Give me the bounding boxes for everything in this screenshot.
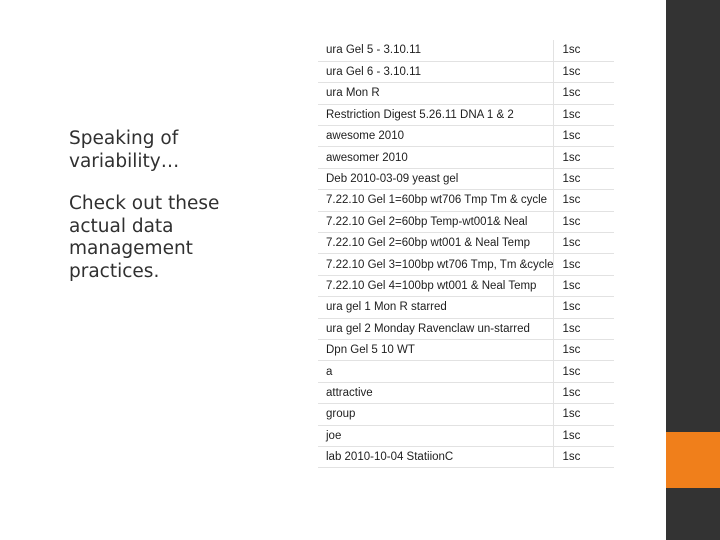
file-name-cell: awesome 2010 xyxy=(318,126,554,147)
owner-cell: 1sc xyxy=(554,168,614,189)
table-row xyxy=(318,83,614,104)
table-row xyxy=(318,61,614,82)
slide-body: Check out these actual data management practices. xyxy=(69,193,220,282)
slide-heading: Speaking of variability… xyxy=(69,128,180,172)
table-row xyxy=(318,211,614,232)
owner-cell: 1sc xyxy=(554,297,614,318)
owner-cell: 1sc xyxy=(554,40,614,61)
table-row xyxy=(318,254,614,275)
owner-cell: 1sc xyxy=(554,147,614,168)
owner-cell: 1sc xyxy=(554,382,614,403)
file-name-cell: joe xyxy=(318,425,554,446)
file-name-cell: ura Mon R xyxy=(318,83,554,104)
table-row xyxy=(318,233,614,254)
file-name-cell: group xyxy=(318,404,554,425)
table-row xyxy=(318,104,614,125)
file-name-cell: lab 2010-10-04 StatiionC xyxy=(318,446,554,467)
table-row xyxy=(318,126,614,147)
file-name-cell: a xyxy=(318,361,554,382)
file-list-table xyxy=(318,40,614,468)
table-row xyxy=(318,190,614,211)
file-name-cell: ura gel 2 Monday Ravenclaw un-starred xyxy=(318,318,554,339)
owner-cell: 1sc xyxy=(554,211,614,232)
owner-cell: 1sc xyxy=(554,318,614,339)
table-row xyxy=(318,275,614,296)
file-name-cell: awesomer 2010 xyxy=(318,147,554,168)
file-name-cell: 7.22.10 Gel 2=60bp wt001 & Neal Temp xyxy=(318,233,554,254)
table-row xyxy=(318,446,614,467)
owner-cell: 1sc xyxy=(554,61,614,82)
file-name-cell: 7.22.10 Gel 3=100bp wt706 Tmp, Tm &cycle xyxy=(318,254,554,275)
table-row xyxy=(318,361,614,382)
owner-cell: 1sc xyxy=(554,361,614,382)
file-name-cell: 7.22.10 Gel 4=100bp wt001 & Neal Temp xyxy=(318,275,554,296)
file-name-cell: ura Gel 5 - 3.10.11 xyxy=(318,40,554,61)
owner-cell: 1sc xyxy=(554,275,614,296)
file-list-screenshot xyxy=(318,40,614,482)
owner-cell: 1sc xyxy=(554,404,614,425)
owner-cell: 1sc xyxy=(554,254,614,275)
file-name-cell: Deb 2010-03-09 yeast gel xyxy=(318,168,554,189)
owner-cell: 1sc xyxy=(554,446,614,467)
owner-cell: 1sc xyxy=(554,104,614,125)
file-name-cell: 7.22.10 Gel 2=60bp Temp-wt001& Neal xyxy=(318,211,554,232)
accent-block xyxy=(666,432,720,488)
table-row xyxy=(318,297,614,318)
owner-cell: 1sc xyxy=(554,83,614,104)
file-name-cell: Restriction Digest 5.26.11 DNA 1 & 2 xyxy=(318,104,554,125)
file-name-cell: ura Gel 6 - 3.10.11 xyxy=(318,61,554,82)
table-row xyxy=(318,168,614,189)
table-row xyxy=(318,425,614,446)
table-row xyxy=(318,404,614,425)
owner-cell: 1sc xyxy=(554,126,614,147)
file-name-cell: 7.22.10 Gel 1=60bp wt706 Tmp Tm & cycle xyxy=(318,190,554,211)
table-row xyxy=(318,318,614,339)
file-name-cell: ura gel 1 Mon R starred xyxy=(318,297,554,318)
table-row xyxy=(318,339,614,360)
table-row xyxy=(318,147,614,168)
file-name-cell: Dpn Gel 5 10 WT xyxy=(318,339,554,360)
table-row xyxy=(318,40,614,61)
owner-cell: 1sc xyxy=(554,339,614,360)
owner-cell: 1sc xyxy=(554,425,614,446)
slide-text xyxy=(69,128,269,283)
owner-cell: 1sc xyxy=(554,233,614,254)
file-name-cell: attractive xyxy=(318,382,554,403)
table-row xyxy=(318,382,614,403)
owner-cell: 1sc xyxy=(554,190,614,211)
